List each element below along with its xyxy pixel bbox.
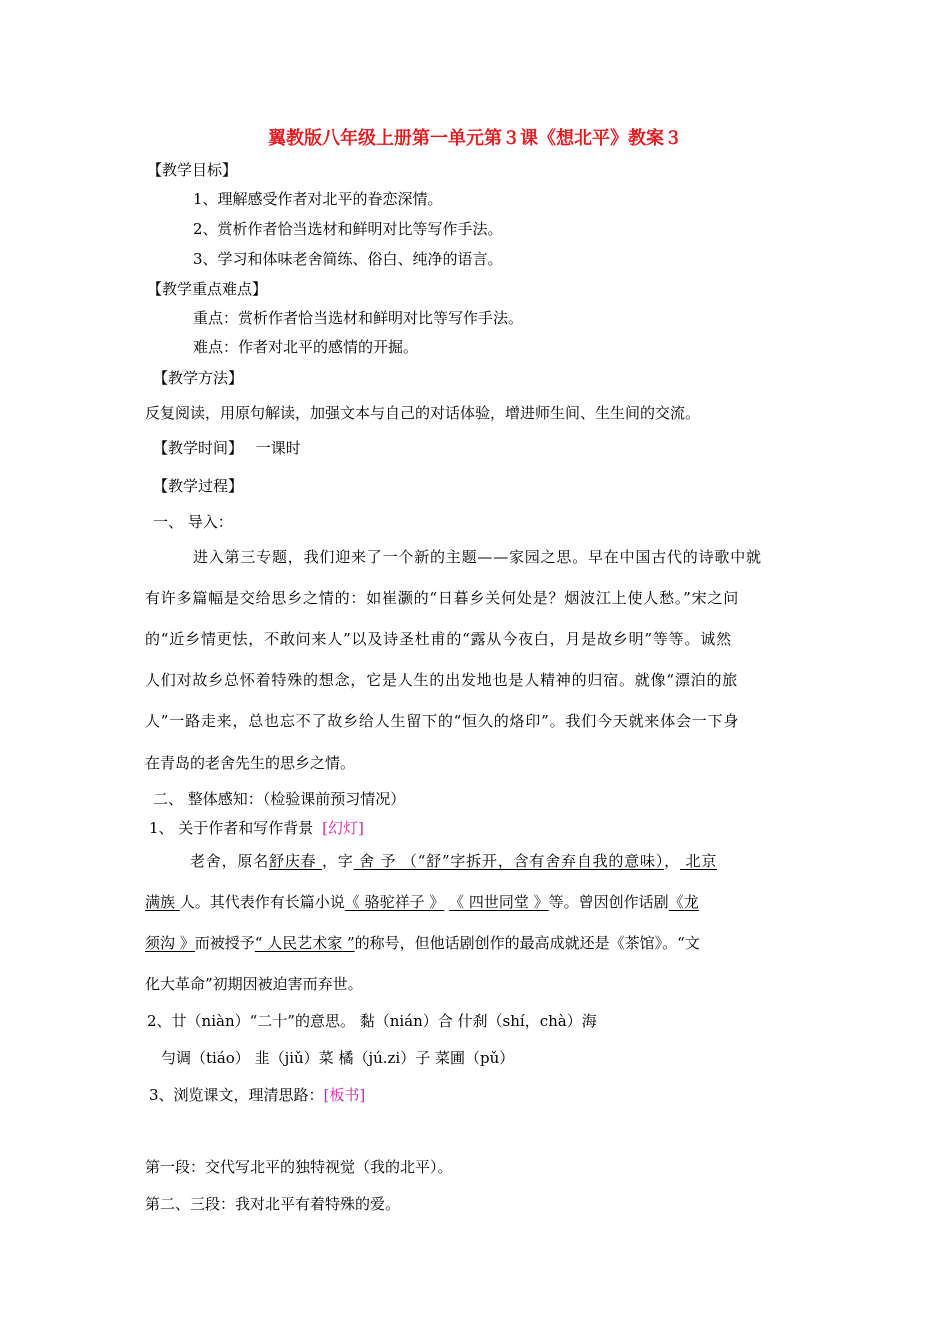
novel-blank-1: 《 骆驼祥子 》 — [344, 893, 445, 911]
time-value: 一课时 — [255, 439, 301, 457]
board-tag: [板书] — [323, 1086, 366, 1104]
ethnicity-blank: 满族 — [145, 893, 180, 911]
author-line-1: 老舍，原名舒庆春 ，字 舍 予 （“舒”字拆开，含有舍弃自我的意味）， 北京 — [190, 852, 718, 870]
intro-line: 在青岛的老舍先生的思乡之情。 — [145, 754, 356, 772]
item3-label: 3、浏览课文，理清思路： — [149, 1086, 324, 1104]
goal-item: 1、理解感受作者对北平的眷恋深情。 — [193, 190, 443, 208]
key-focus: 重点：赏析作者恰当选材和鲜明对比等写作手法。 — [193, 309, 524, 327]
goal-item: 2、赏析作者恰当选材和鲜明对比等写作手法。 — [193, 220, 503, 238]
item1-row — [149, 818, 364, 838]
item1-label: 1、 关于作者和写作背景 — [149, 819, 314, 837]
novel-blank-2: 《 四世同堂 》 — [449, 893, 549, 911]
paragraph-outline-1: 第一段：交代写北平的独特视觉（我的北平）。 — [145, 1158, 453, 1176]
key-heading: 【教学重点难点】 — [147, 280, 268, 298]
item3-row — [149, 1085, 365, 1105]
vocab-line-1: 2、廿（niàn）“二十”的意思。 黏（nián）合 什刹（shí，chà）海 — [147, 1012, 597, 1030]
courtesy-name-blank: 舍 予 （“舒”字拆开，含有舍弃自我的意味） — [353, 852, 665, 870]
original-name-blank: 舒庆春 — [269, 852, 322, 870]
intro-line: 人们对故乡总怀着特殊的想念，它是人生的出发地也是人精神的归宿。就像“漂泊的旅 — [145, 671, 739, 689]
author-line-2: 满族 人。其代表作有长篇小说《 骆驼祥子 》 《 四世同堂 》等。曾因创作话剧《龙 — [145, 893, 699, 911]
vocab-line-2: 勻调（tiáo） 韭（jiǔ）菜 橘（jú.zi）子 菜圃（pǔ） — [161, 1049, 515, 1067]
method-heading: 【教学方法】 — [153, 369, 244, 387]
intro-line: 人”一路走来，总也忘不了故乡给人生留下的“恒久的烙印”。我们今天就来体会一下身 — [145, 712, 740, 730]
drama-blank-cont: 须沟 》 — [145, 934, 195, 952]
intro-line: 进入第三专题，我们迎来了一个新的主题——家园之思。早在中国古代的诗歌中就 — [193, 548, 762, 566]
drama-blank: 《龙 — [668, 893, 699, 911]
author-line-4: 化大革命”初期因被迫害而弃世。 — [145, 975, 363, 993]
origin-blank: 北京 — [679, 852, 718, 870]
slide-tag: [幻灯] — [322, 819, 364, 837]
time-heading: 【教学时间】 — [153, 439, 244, 457]
paragraph-outline-2: 第二、三段：我对北平有着特殊的爱。 — [145, 1195, 401, 1213]
section-intro-heading: 一、 导入： — [153, 513, 233, 531]
author-line-3: 须沟 》而被授予“ 人民艺术家 ”的称号，但他话剧创作的最高成就还是《茶馆》。“文 — [145, 934, 700, 952]
document-title: 翼教版八年级上册第一单元第３课《想北平》教案３ — [268, 128, 682, 149]
goal-item: 3、学习和体味老舍简练、俗白、纯净的语言。 — [193, 250, 503, 268]
key-difficulty: 难点：作者对北平的感情的开掘。 — [193, 338, 419, 356]
process-heading: 【教学过程】 — [153, 477, 244, 495]
intro-line: 的“近乡情更怯，不敢问来人”以及诗圣杜甫的“露从今夜白，月是故乡明”等等。诚然 — [145, 630, 732, 648]
goals-heading: 【教学目标】 — [147, 161, 238, 179]
intro-line: 有许多篇幅是交给思乡之情的：如崔灏的“日暮乡关何处是？烟波江上使人愁。”宋之问 — [145, 589, 740, 607]
method-text: 反复阅读，用原句解读，加强文本与自己的对话体验，增进师生间、生生间的交流。 — [145, 404, 701, 422]
section-overview-heading: 二、 整体感知：（检验课前预习情况） — [153, 790, 406, 808]
honor-blank: “ 人民艺术家 ” — [254, 934, 355, 952]
time-row — [153, 438, 301, 458]
